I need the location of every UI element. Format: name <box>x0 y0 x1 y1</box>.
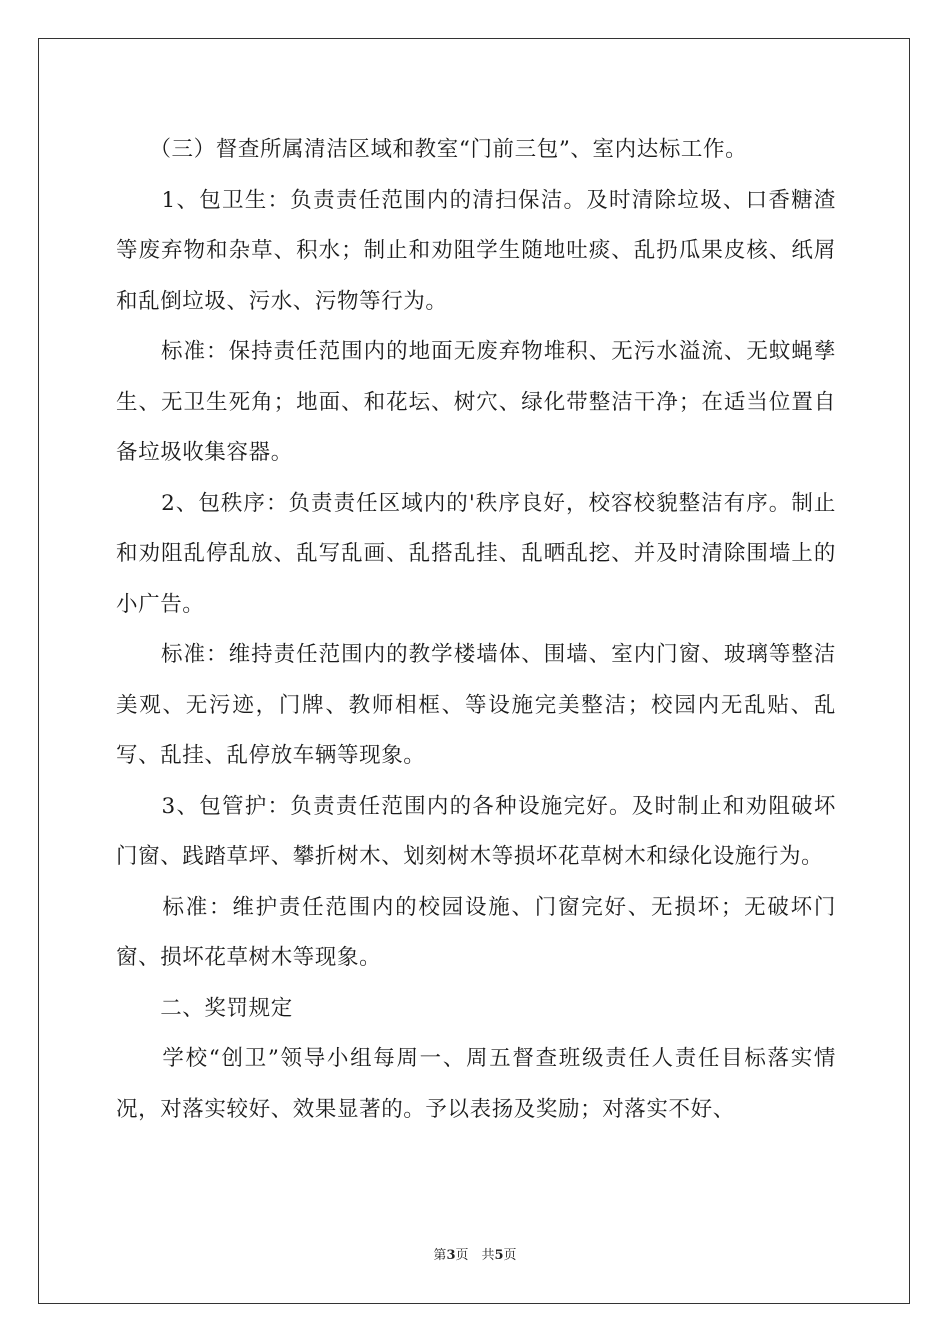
page-footer <box>0 1244 950 1263</box>
paragraph-order: 2、包秩序：负责责任区域内的'秩序良好，校容校貌整洁有序。制止和劝阻乱停乱放、乱写乱画、乱搭乱挂、乱晒乱挖、并及时清除围墙上的小广告。 <box>116 490 836 617</box>
footer-page-mid: 页 共 <box>455 1248 495 1263</box>
paragraph-inspection-scope: （三）督查所属清洁区域和教室“门前三包”、室内达标工作。 <box>116 137 748 162</box>
paragraph-order-standard: 标准：维持责任范围内的教学楼墙体、围墙、室内门窗、玻璃等整洁美观、无污迹，门牌、教师相框、等设施完美整洁；校园内无乱贴、乱写、乱挂、乱停放车辆等现象。 <box>116 642 836 768</box>
paragraph-maintenance: 3、包管护：负责责任范围内的各种设施完好。及时制止和劝阻破坏门窗、践踏草坪、攀折树木、划刻树木等损坏花草树木和绿化设施行为。 <box>116 793 836 869</box>
footer-page-suffix: 页 <box>503 1248 517 1263</box>
footer-page-prefix: 第 <box>433 1248 447 1263</box>
footer-total-pages: 5 <box>494 1248 504 1263</box>
paragraph-rewards: 学校“创卫”领导小组每周一、周五督查班级责任人责任目标落实情况，对落实较好、效果显著的。予以表扬及奖励；对落实不好、 <box>116 1046 836 1122</box>
paragraph-maintenance-standard: 标准：维护责任范围内的校园设施、门窗完好、无损坏；无破坏门窗、损坏花草树木等现象。 <box>116 894 836 970</box>
paragraph-hygiene: 1、包卫生：负责责任范围内的清扫保洁。及时清除垃圾、口香糖渣等废弃物和杂草、积水；制止和劝阻学生随地吐痰、乱扔瓜果皮核、纸屑和乱倒垃圾、污水、污物等行为。 <box>116 187 836 314</box>
paragraph-hygiene-standard: 标准：保持责任范围内的地面无废弃物堆积、无污水溢流、无蚊蝇孳生、无卫生死角；地面、和花坛、树穴、绿化带整洁干净；在适当位置自备垃圾收集容器。 <box>116 339 836 465</box>
footer-page-number: 3 <box>446 1248 456 1263</box>
section-heading-rewards: 二、奖罚规定 <box>116 995 293 1021</box>
document-body <box>116 125 836 1135</box>
